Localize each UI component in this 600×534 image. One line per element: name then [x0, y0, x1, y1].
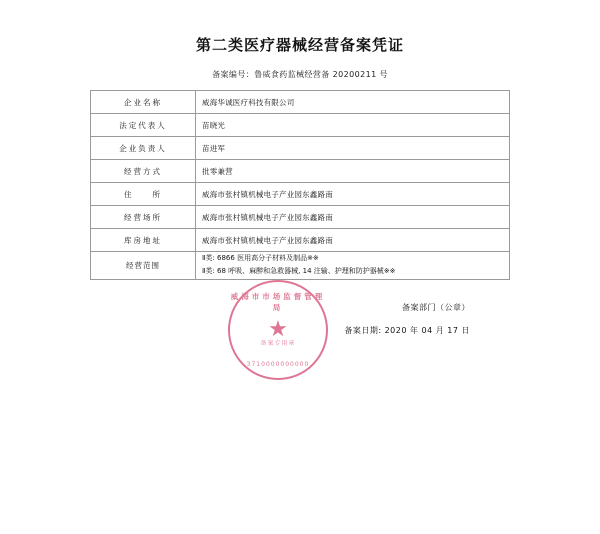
scope-line-1: Ⅱ类: 6866 医用高分子材料及制品※※	[202, 254, 319, 262]
certificate-table-wrap	[90, 90, 510, 280]
table-row	[91, 91, 510, 114]
certificate-page	[0, 34, 600, 534]
certificate-footer	[90, 291, 510, 368]
table-row-scope	[91, 252, 510, 280]
row-value-warehouse-address: 威海市张村镇机械电子产业园东鑫路南	[196, 229, 510, 252]
table-row	[91, 160, 510, 183]
record-number: 备案编号：鲁威食药监械经营备 20200211 号	[212, 70, 388, 79]
row-label-legal-representative: 法定代表人	[91, 114, 196, 137]
scope-line-2: Ⅱ类: 68 呼吸、麻醉和急救器械, 14 注输、护理和防护器械※※	[202, 267, 396, 276]
row-value-company-name: 威海华诚医疗科技有限公司	[196, 91, 510, 114]
page-title: 第二类医疗器械经营备案凭证	[195, 36, 404, 54]
seal-mid-text: 备案专用章	[260, 339, 296, 347]
issue-date: 备案日期: 2020 年 04 月 17 日	[344, 325, 470, 335]
seal-top-text: 威海市市场监督管理局	[230, 291, 326, 312]
row-label-business-scope: 经营范围	[91, 252, 196, 280]
table-row	[91, 206, 510, 229]
row-value-legal-representative: 苗晓光	[196, 114, 510, 137]
seal-star-icon: ★	[268, 316, 288, 342]
row-label-warehouse-address: 库房地址	[91, 229, 196, 252]
row-value-address: 威海市张村镇机械电子产业园东鑫路南	[196, 183, 510, 206]
issuing-department: 备案部门（公章）	[402, 302, 470, 312]
table-row	[91, 137, 510, 160]
row-label-enterprise-manager: 企业负责人	[91, 137, 196, 160]
row-value-enterprise-manager: 苗进军	[196, 137, 510, 160]
seal-bottom-text: 3710000000000	[246, 360, 310, 368]
row-value-business-mode: 批零兼营	[196, 160, 510, 183]
row-value-business-site: 威海市张村镇机械电子产业园东鑫路南	[196, 206, 510, 229]
row-label-address: 住 所	[91, 183, 196, 206]
table-row	[91, 229, 510, 252]
table-row	[91, 183, 510, 206]
row-label-company-name: 企业名称	[91, 91, 196, 114]
row-value-business-scope	[196, 252, 510, 280]
certificate-table	[90, 90, 510, 280]
row-label-business-site: 经营场所	[91, 206, 196, 229]
table-row	[91, 114, 510, 137]
row-label-business-mode: 经营方式	[91, 160, 196, 183]
